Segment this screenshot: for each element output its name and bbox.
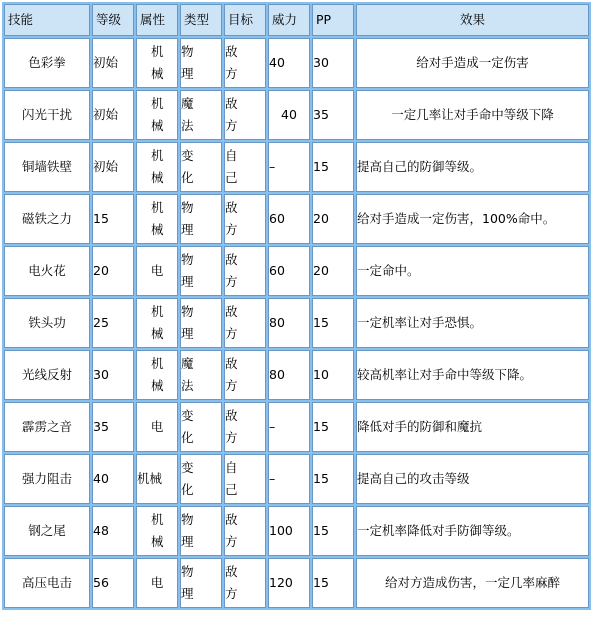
level-cell: 48 (92, 506, 134, 556)
target-cell-char: 方 (225, 430, 238, 445)
header-pp: PP (312, 4, 354, 36)
table-row (4, 298, 589, 348)
power-cell: 120 (268, 558, 310, 608)
skill-name-cell: 磁铁之力 (4, 194, 90, 244)
type-cell-char: 物 (181, 512, 194, 527)
pp-cell: 15 (312, 454, 354, 504)
attribute-cell-char: 机 (151, 356, 164, 371)
effect-cell: 一定机率让对手恐惧。 (356, 298, 589, 348)
power-cell: 40 (268, 38, 310, 88)
effect-cell: 一定几率让对手命中等级下降 (356, 90, 589, 140)
target-cell-char: 敌 (225, 200, 238, 215)
pp-cell: 35 (312, 90, 354, 140)
target-cell (224, 90, 266, 140)
target-cell (224, 298, 266, 348)
attribute-cell: 电 (136, 402, 178, 452)
pp-cell: 15 (312, 142, 354, 192)
attribute-cell-char: 械 (151, 66, 164, 81)
type-cell-char: 物 (181, 564, 194, 579)
target-cell-char: 敌 (225, 356, 238, 371)
target-cell (224, 194, 266, 244)
type-cell-char: 物 (181, 252, 194, 267)
header-skill: 技能 (4, 4, 90, 36)
target-cell (224, 558, 266, 608)
target-cell-char: 方 (225, 326, 238, 341)
type-cell-char: 物 (181, 304, 194, 319)
level-cell: 15 (92, 194, 134, 244)
type-cell-char: 化 (181, 170, 194, 185)
type-cell-char: 法 (181, 378, 194, 393)
effect-cell: 提高自己的防御等级。 (356, 142, 589, 192)
power-cell: 60 (268, 194, 310, 244)
level-cell: 30 (92, 350, 134, 400)
attribute-cell (136, 506, 178, 556)
attribute-cell-char: 械 (151, 118, 164, 133)
target-cell-char: 自 (225, 460, 238, 475)
attribute-cell (136, 298, 178, 348)
attribute-cell: 电 (136, 246, 178, 296)
target-cell-char: 方 (225, 378, 238, 393)
type-cell-char: 化 (181, 430, 194, 445)
skill-name-cell: 光线反射 (4, 350, 90, 400)
target-cell (224, 350, 266, 400)
type-cell-char: 变 (181, 148, 194, 163)
attribute-cell-char: 机 (151, 304, 164, 319)
type-cell (180, 298, 222, 348)
power-cell: – (268, 454, 310, 504)
type-cell (180, 558, 222, 608)
target-cell-char: 方 (225, 118, 238, 133)
type-cell-char: 变 (181, 460, 194, 475)
pp-cell: 15 (312, 506, 354, 556)
table-row (4, 350, 589, 400)
type-cell-char: 理 (181, 586, 194, 601)
pp-cell: 30 (312, 38, 354, 88)
target-cell (224, 402, 266, 452)
header-target: 目标 (224, 4, 266, 36)
skill-name-cell: 色彩拳 (4, 38, 90, 88)
table-row (4, 558, 589, 608)
type-cell (180, 246, 222, 296)
type-cell-char: 化 (181, 482, 194, 497)
target-cell (224, 454, 266, 504)
type-cell (180, 506, 222, 556)
type-cell-char: 理 (181, 66, 194, 81)
level-cell: 初始 (92, 90, 134, 140)
header-attribute: 属性 (136, 4, 178, 36)
target-cell-char: 敌 (225, 44, 238, 59)
effect-cell: 一定命中。 (356, 246, 589, 296)
target-cell (224, 38, 266, 88)
target-cell (224, 246, 266, 296)
type-cell (180, 142, 222, 192)
target-cell (224, 506, 266, 556)
attribute-cell-char: 械 (151, 378, 164, 393)
power-cell: 40 (268, 90, 310, 140)
type-cell-char: 理 (181, 534, 194, 549)
header-power: 威力 (268, 4, 310, 36)
level-cell: 35 (92, 402, 134, 452)
header-row (4, 4, 589, 36)
type-cell (180, 454, 222, 504)
skill-name-cell: 铁头功 (4, 298, 90, 348)
effect-cell: 提高自己的攻击等级 (356, 454, 589, 504)
table-row (4, 194, 589, 244)
attribute-cell (136, 194, 178, 244)
attribute-cell-char: 机 (151, 96, 164, 111)
pp-cell: 15 (312, 402, 354, 452)
table-row (4, 90, 589, 140)
type-cell-char: 魔 (181, 96, 194, 111)
pp-cell: 15 (312, 558, 354, 608)
power-cell: 80 (268, 298, 310, 348)
power-cell: – (268, 402, 310, 452)
level-cell: 25 (92, 298, 134, 348)
pp-cell: 10 (312, 350, 354, 400)
pp-cell: 20 (312, 246, 354, 296)
type-cell-char: 变 (181, 408, 194, 423)
level-cell: 初始 (92, 38, 134, 88)
level-cell: 56 (92, 558, 134, 608)
power-cell: 80 (268, 350, 310, 400)
attribute-cell-char: 机 (151, 200, 164, 215)
level-cell: 初始 (92, 142, 134, 192)
target-cell-char: 敌 (225, 512, 238, 527)
type-cell (180, 194, 222, 244)
type-cell-char: 理 (181, 326, 194, 341)
skill-name-cell: 强力阻击 (4, 454, 90, 504)
skill-name-cell: 铜墙铁壁 (4, 142, 90, 192)
table-row (4, 142, 589, 192)
level-cell: 40 (92, 454, 134, 504)
table-row (4, 38, 589, 88)
type-cell (180, 350, 222, 400)
attribute-cell (136, 142, 178, 192)
type-cell (180, 90, 222, 140)
type-cell-char: 理 (181, 222, 194, 237)
header-type: 类型 (180, 4, 222, 36)
target-cell (224, 142, 266, 192)
type-cell (180, 402, 222, 452)
effect-cell: 给对手造成一定伤害 (356, 38, 589, 88)
type-cell-char: 理 (181, 274, 194, 289)
skill-name-cell: 闪光干扰 (4, 90, 90, 140)
skill-name-cell: 电火花 (4, 246, 90, 296)
attribute-cell-char: 机 (151, 512, 164, 527)
effect-cell: 给对方造成伤害，一定几率麻醉 (356, 558, 589, 608)
table-row (4, 402, 589, 452)
attribute-cell (136, 90, 178, 140)
effect-cell: 降低对手的防御和魔抗 (356, 402, 589, 452)
effect-cell: 较高机率让对手命中等级下降。 (356, 350, 589, 400)
type-cell-char: 魔 (181, 356, 194, 371)
type-cell (180, 38, 222, 88)
attribute-cell: 机械 (136, 454, 178, 504)
attribute-cell-char: 机 (151, 148, 164, 163)
target-cell-char: 敌 (225, 564, 238, 579)
header-effect: 效果 (356, 4, 589, 36)
table-row (4, 506, 589, 556)
power-cell: – (268, 142, 310, 192)
skill-name-cell: 霹雳之音 (4, 402, 90, 452)
type-cell-char: 物 (181, 44, 194, 59)
attribute-cell-char: 机 (151, 44, 164, 59)
effect-cell: 一定机率降低对手防御等级。 (356, 506, 589, 556)
attribute-cell (136, 350, 178, 400)
target-cell-char: 己 (225, 170, 238, 185)
target-cell-char: 方 (225, 66, 238, 81)
target-cell-char: 方 (225, 274, 238, 289)
type-cell-char: 法 (181, 118, 194, 133)
type-cell-char: 物 (181, 200, 194, 215)
target-cell-char: 自 (225, 148, 238, 163)
skill-name-cell: 钢之尾 (4, 506, 90, 556)
attribute-cell-char: 械 (151, 326, 164, 341)
table-row (4, 246, 589, 296)
skills-table (2, 2, 591, 610)
attribute-cell-char: 械 (151, 534, 164, 549)
attribute-cell (136, 38, 178, 88)
pp-cell: 15 (312, 298, 354, 348)
table-row (4, 454, 589, 504)
power-cell: 60 (268, 246, 310, 296)
skill-name-cell: 高压电击 (4, 558, 90, 608)
power-cell: 100 (268, 506, 310, 556)
target-cell-char: 敌 (225, 408, 238, 423)
target-cell-char: 方 (225, 222, 238, 237)
level-cell: 20 (92, 246, 134, 296)
attribute-cell-char: 械 (151, 222, 164, 237)
target-cell-char: 方 (225, 586, 238, 601)
target-cell-char: 敌 (225, 304, 238, 319)
attribute-cell: 电 (136, 558, 178, 608)
target-cell-char: 方 (225, 534, 238, 549)
header-level: 等级 (92, 4, 134, 36)
target-cell-char: 敌 (225, 96, 238, 111)
target-cell-char: 己 (225, 482, 238, 497)
attribute-cell-char: 械 (151, 170, 164, 185)
pp-cell: 20 (312, 194, 354, 244)
target-cell-char: 敌 (225, 252, 238, 267)
effect-cell: 给对手造成一定伤害，100%命中。 (356, 194, 589, 244)
